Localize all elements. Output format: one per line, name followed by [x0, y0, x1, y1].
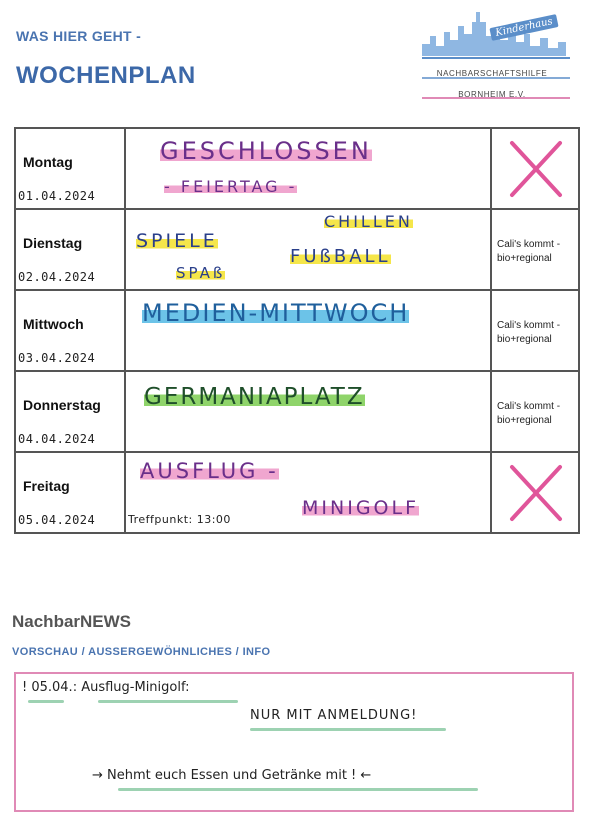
activity-text: GERMANIAPLATZ — [144, 384, 365, 410]
activity-cell — [125, 452, 491, 533]
table-row — [15, 209, 579, 290]
note-text: Cali's kommt - bio+regional — [497, 320, 561, 345]
news-line: → Nehmt euch Essen und Getränke mit ! ← — [92, 768, 372, 783]
date-label: 05.04.2024 — [18, 513, 96, 527]
header-small-title: WAS HIER GEHT - — [16, 28, 142, 44]
news-title: NachbarNEWS — [12, 612, 132, 631]
activity-text: MEDIEN-MITTWOCH — [142, 299, 410, 327]
logo-name: NACHBARSCHAFTSHILFE — [436, 69, 548, 78]
activity-text: AUSFLUG - — [140, 459, 279, 483]
day-label: Mittwoch — [23, 316, 84, 332]
underline-decoration — [250, 728, 446, 731]
note-cell — [491, 452, 579, 533]
cross-icon — [506, 463, 566, 523]
date-label: 04.04.2024 — [18, 432, 96, 446]
note-text: Cali's kommt - bio+regional — [497, 401, 561, 426]
day-label: Donnerstag — [23, 397, 101, 413]
logo-sub: BORNHEIM E.V. — [458, 90, 526, 99]
day-cell — [15, 290, 125, 371]
note-text: Cali's kommt - bio+regional — [497, 239, 561, 264]
underline-decoration — [28, 700, 64, 703]
activity-text: SPAß — [176, 264, 226, 282]
date-label: 01.04.2024 — [18, 189, 96, 203]
date-label: 02.04.2024 — [18, 270, 96, 284]
day-label: Montag — [23, 154, 73, 170]
underline-decoration — [98, 700, 238, 703]
news-box — [14, 672, 574, 812]
table-row — [15, 452, 579, 533]
day-cell — [15, 209, 125, 290]
note-cell — [491, 290, 579, 371]
activity-text: - FEIERTAG - — [164, 177, 298, 196]
page-title: WOCHENPLAN — [16, 62, 196, 89]
news-line: NUR MIT ANMELDUNG! — [250, 708, 418, 723]
activity-cell — [125, 290, 491, 371]
day-cell — [15, 452, 125, 533]
activity-cell — [125, 128, 491, 209]
activity-text: CHILLEN — [324, 212, 413, 231]
activity-text: SPIELE — [136, 230, 218, 252]
underline-decoration — [118, 788, 478, 791]
activity-cell — [125, 209, 491, 290]
date-label: 03.04.2024 — [18, 351, 96, 365]
day-label: Dienstag — [23, 235, 83, 251]
day-cell — [15, 128, 125, 209]
table-row — [15, 128, 579, 209]
day-label: Freitag — [23, 478, 70, 494]
activity-text: MINIGOLF — [302, 497, 420, 519]
news-subtitle: VORSCHAU / AUSSERGEWÖHNLICHES / INFO — [12, 646, 271, 658]
table-row — [15, 290, 579, 371]
logo-tag: Kinderhaus — [489, 14, 558, 41]
table-row — [15, 371, 579, 452]
note-cell — [491, 128, 579, 209]
weekly-plan-table — [14, 127, 580, 534]
news-line: ! 05.04.: Ausflug-Minigolf: — [22, 680, 190, 695]
activity-text: GESCHLOSSEN — [160, 137, 372, 165]
activity-cell — [125, 371, 491, 452]
activity-text: FUßBALL — [290, 246, 391, 267]
meeting-point-text: Treffpunkt: 13:00 — [128, 513, 231, 526]
cross-icon — [506, 139, 566, 199]
note-cell — [491, 209, 579, 290]
day-cell — [15, 371, 125, 452]
note-cell — [491, 371, 579, 452]
